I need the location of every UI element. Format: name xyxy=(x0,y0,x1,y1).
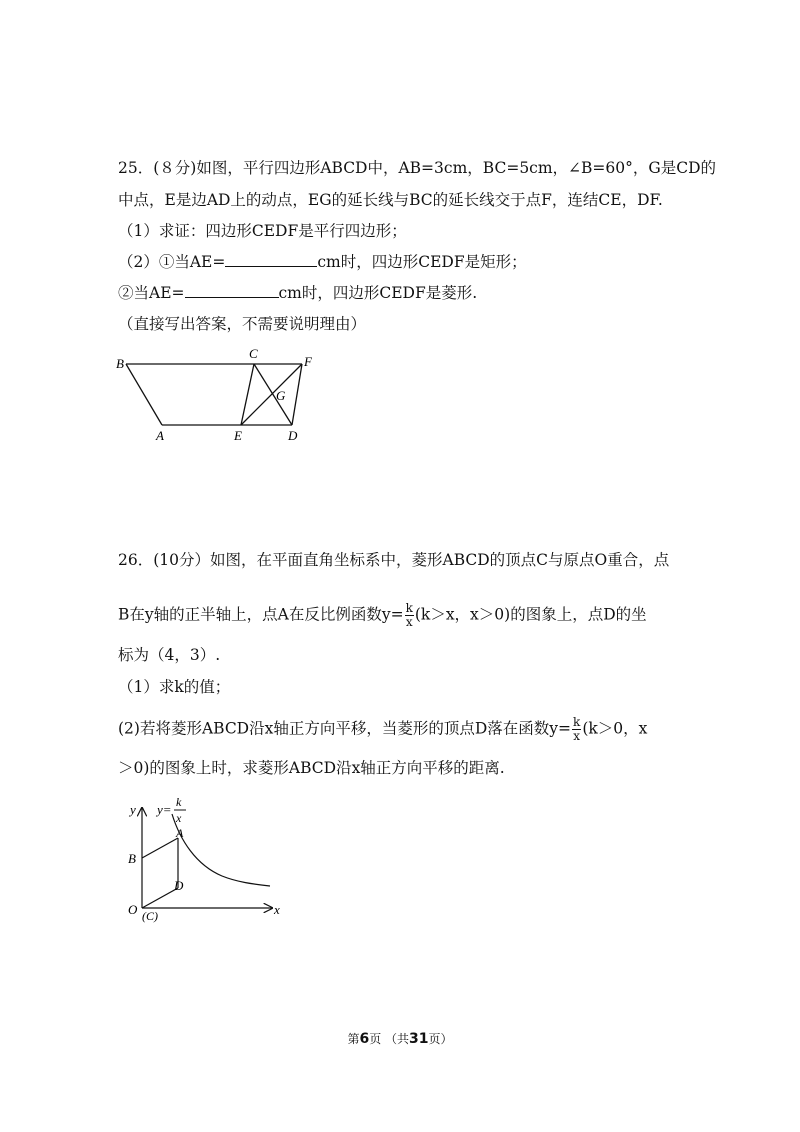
q25-line-2: 中点，E是边AD上的动点，EG的延长线与BC的延长线交于点F，连结CE，DF. xyxy=(118,191,663,209)
label-A: A xyxy=(156,428,164,443)
x-axis-label: x xyxy=(274,902,280,917)
footer-page-number: 6 xyxy=(359,1031,370,1047)
function-label-numerator: k xyxy=(176,795,182,809)
q25-part2-prefix: （2）①当AE= xyxy=(118,253,226,271)
label-B: B xyxy=(116,356,124,371)
function-label-prefix: y= xyxy=(157,802,172,817)
answer-blank-1[interactable] xyxy=(225,252,317,267)
segment-CD xyxy=(254,364,292,425)
q26-figure xyxy=(112,790,292,930)
q25-part2b-prefix: ②当AE= xyxy=(118,284,185,302)
q25-figure xyxy=(112,342,322,444)
q25-line-3: （1）求证：四边形CEDF是平行四边形； xyxy=(118,222,407,240)
rhombus-AB xyxy=(142,838,178,858)
footer-middle: 页 （共 xyxy=(369,1032,410,1046)
segment-CE xyxy=(241,364,254,425)
q26-line5-suffix: (k＞0，x xyxy=(582,719,648,738)
label-D: D xyxy=(288,428,298,443)
point-B-label: B xyxy=(128,851,136,866)
y-axis-label: y xyxy=(130,802,136,817)
point-C-label: (C) xyxy=(142,909,158,923)
label-C: C xyxy=(249,346,258,361)
fraction-k-over-x-2 xyxy=(572,716,581,743)
fraction-k-over-x xyxy=(405,602,414,629)
segment-BA xyxy=(126,364,162,425)
point-D-label: D xyxy=(174,878,184,893)
q25-line-5 xyxy=(118,283,477,303)
function-label-denominator: x xyxy=(176,811,182,825)
fraction-numerator: k xyxy=(405,601,413,615)
answer-blank-2[interactable] xyxy=(185,283,279,298)
point-A-label: A xyxy=(176,826,184,840)
q26-line2-suffix: (k＞x，x＞0)的图象上，点D的坐 xyxy=(414,605,647,624)
footer-total-pages: 31 xyxy=(409,1031,429,1047)
q26-line-3: 标为（4，3）. xyxy=(118,646,221,664)
q26-line-5 xyxy=(118,716,647,743)
q26-line5-prefix: (2)若将菱形ABCD沿x轴正方向平移，当菱形的顶点D落在函数y= xyxy=(118,719,572,738)
q26-line-6: ＞0)的图象上时，求菱形ABCD沿x轴正方向平移的距离. xyxy=(118,759,505,777)
footer-prefix: 第 xyxy=(347,1032,360,1046)
q25-line-4 xyxy=(118,252,527,272)
label-F: F xyxy=(304,354,312,369)
q25-line-1: 25．(８分)如图，平行四边形ABCD中，AB=3cm，BC=5cm，∠B=60°，G是CD的 xyxy=(118,159,717,177)
q25-line-6: （直接写出答案，不需要说明理由） xyxy=(118,315,367,333)
hyperbola-curve xyxy=(172,814,270,886)
fraction-denominator-2: x xyxy=(573,729,581,743)
rhombus-CD xyxy=(142,888,178,908)
label-G: G xyxy=(276,388,286,403)
q25-part2b-suffix: cm时，四边形CEDF是菱形. xyxy=(278,284,478,302)
q25-part2-suffix: cm时，四边形CEDF是矩形； xyxy=(317,253,527,271)
origin-O-label: O xyxy=(128,902,138,917)
footer-suffix: 页） xyxy=(428,1032,453,1046)
label-E: E xyxy=(234,428,242,443)
q26-line-1: 26．(10分）如图，在平面直角坐标系中，菱形ABCD的顶点C与原点O重合，点 xyxy=(118,551,670,569)
page-footer xyxy=(0,1030,800,1047)
q26-line-4: （1）求k的值； xyxy=(118,678,231,696)
q26-line2-prefix: B在y轴的正半轴上，点A在反比例函数y= xyxy=(118,605,404,624)
q26-line-2 xyxy=(118,602,647,629)
fraction-numerator-2: k xyxy=(573,715,581,729)
fraction-denominator: x xyxy=(405,615,413,629)
